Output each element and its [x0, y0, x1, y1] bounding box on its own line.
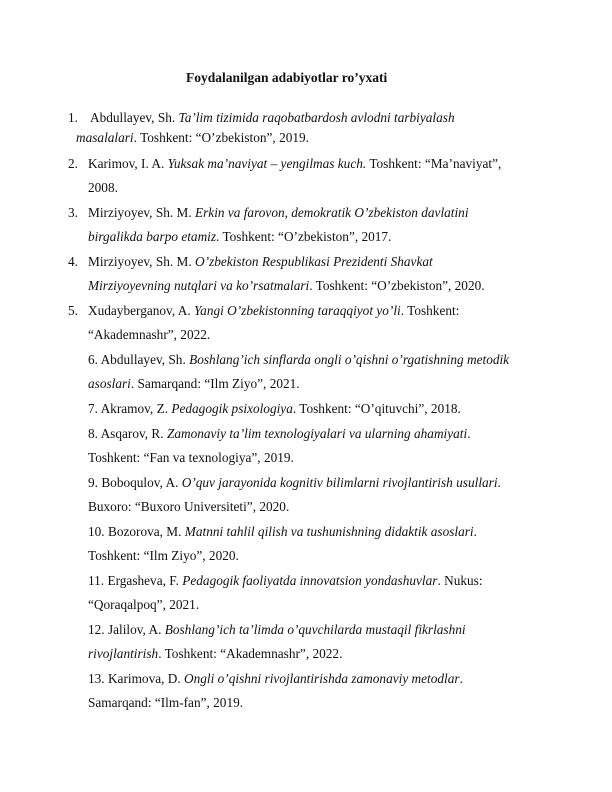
ref-9-title: O’quv jarayonida kognitiv bilimlarni rivojlantirish usullari: [181, 475, 498, 490]
ref-8-author: Asqarov, R.: [100, 426, 164, 441]
ref-5-number: 5.: [68, 303, 78, 318]
ref-9-author: Boboqulov, A.: [101, 475, 179, 490]
ref-4-number: 4.: [68, 254, 78, 269]
ref-12-number: 12.: [88, 622, 105, 637]
ref-1-author: Abdullayev, Sh.: [90, 110, 176, 125]
ref-5-line-2: [88, 327, 210, 343]
ref-1-line-1: [90, 110, 455, 126]
ref-3-publisher: Toshkent: “O’zbekiston”, 2017.: [222, 229, 392, 244]
ref-6-title-cont: asoslari: [88, 376, 131, 391]
ref-1-line-2: masalalari. Toshkent: “O’zbekiston”, 2019.: [76, 130, 310, 145]
ref-3-line-1: [88, 205, 469, 221]
ref-12-publisher: Toshkent: “Akademnashr”, 2022.: [164, 646, 343, 661]
ref-13-line-1: 13. Karimova, D. Ongli o’qishni rivojlantirishda zamonaviy metodlar.: [88, 671, 463, 686]
ref-6-line-1: [88, 352, 509, 368]
ref-2-line-2: [88, 180, 118, 196]
ref-2-title: Yuksak ma’naviyat – yengilmas kuch.: [167, 156, 367, 171]
ref-1-title: Ta’lim tizimida raqobatbardosh avlodni tarbiyalash: [178, 110, 455, 125]
ref-2-line-1: [88, 156, 501, 172]
ref-3-line-2: birgalikda barpo etamiz. Toshkent: “O’zbekiston”, 2017.: [88, 229, 392, 244]
ref-12-line-1: [88, 622, 466, 638]
ref-8-number: 8.: [88, 426, 98, 441]
ref-7-number: 7.: [88, 401, 98, 416]
ref-12-author: Jalilov, A.: [107, 622, 162, 637]
ref-7-author: Akramov, Z.: [100, 401, 169, 416]
ref-8-line-2: [88, 450, 294, 466]
ref-10-line-1: 10. Bozorova, M. Matnni tahlil qilish va tushunishning didaktik asoslari.: [88, 524, 477, 539]
ref-4-line-1: [88, 254, 433, 270]
ref-11-line-1: 11. Ergasheva, F. Pedagogik faoliyatda innovatsion yondashuvlar. Nukus:: [88, 573, 483, 588]
ref-6-line-2: asoslari. Samarqand: “Ilm Ziyo”, 2021.: [88, 376, 300, 391]
ref-13-publisher: Samarqand: “Ilm-fan”, 2019.: [88, 695, 244, 710]
ref-11-title: Pedagogik faoliyatda innovatsion yondashuvlar: [182, 573, 438, 588]
ref-7-title: Pedagogik psixologiya: [171, 401, 293, 416]
ref-1-title-cont: masalalari: [76, 130, 134, 145]
ref-2-number: 2.: [68, 156, 78, 171]
ref-10-line-2: [88, 548, 239, 564]
ref-5-publisher: Toshkent:: [407, 303, 460, 318]
page-title: Foydalanilgan adabiyotlar ro’yxati: [186, 70, 388, 85]
ref-4-title: O’zbekiston Respublikasi Prezidenti Shavkat: [195, 254, 433, 269]
ref-12-line-2: rivojlantirish. Toshkent: “Akademnashr”, 2022.: [88, 646, 343, 661]
ref-6-title: Boshlang’ich sinflarda ongli o’qishni o’rgatishning metodik: [189, 352, 510, 367]
ref-8-title: Zamonaviy ta’lim texnologiyalari va ularning ahamiyati: [166, 426, 468, 441]
ref-5-line-1: Xudayberganov, A. Yangi O’zbekistonning taraqqiyot yo’li. Toshkent:: [88, 303, 460, 318]
ref-12-title: Boshlang’ich ta’limda o’quvchilarda mustaqil fikrlashni: [164, 622, 466, 637]
ref-13-line-2: [88, 695, 243, 711]
ref-5-author: Xudayberganov, A.: [88, 303, 191, 318]
ref-11-author: Ergasheva, F.: [107, 573, 179, 588]
ref-2-author: Karimov, I. A.: [88, 156, 165, 171]
ref-4-line-2: Mirziyoyevning nutqlari va ko’rsatmalari. Toshkent: “O’zbekiston”, 2020.: [88, 278, 485, 293]
ref-11-number: 11.: [88, 573, 105, 588]
ref-5-publisher-cont: “Akademnashr”, 2022.: [88, 327, 211, 342]
ref-11-publisher-cont: “Qoraqalpoq”, 2021.: [88, 597, 200, 612]
ref-10-author: Bozorova, M.: [107, 524, 182, 539]
ref-1-number: 1.: [68, 110, 78, 125]
ref-13-title: Ongli o’qishni rivojlantirishda zamonaviy metodlar: [184, 671, 460, 686]
ref-9-line-1: 9. Boboqulov, A. O’quv jarayonida kognitiv bilimlarni rivojlantirish usullari.: [88, 475, 501, 490]
ref-7-line-1: 7. Akramov, Z. Pedagogik psixologiya. Toshkent: “O’qituvchi”, 2018.: [88, 401, 461, 416]
ref-7-publisher: Toshkent: “O’qituvchi”, 2018.: [299, 401, 461, 416]
ref-10-publisher: Toshkent: “Ilm Ziyo”, 2020.: [88, 548, 239, 563]
ref-1-publisher: Toshkent: “O’zbekiston”, 2019.: [140, 130, 310, 145]
ref-4-publisher: Toshkent: “O’zbekiston”, 2020.: [315, 278, 485, 293]
ref-3-number: 3.: [68, 205, 78, 220]
ref-2-year: 2008.: [88, 180, 118, 195]
ref-13-author: Karimova, D.: [107, 671, 181, 686]
ref-10-title: Matnni tahlil qilish va tushunishning didaktik asoslari: [184, 524, 474, 539]
ref-2-publisher: Toshkent: “Ma’naviyat”,: [369, 156, 502, 171]
ref-8-line-1: 8. Asqarov, R. Zamonaviy ta’lim texnologiyalari va ularning ahamiyati.: [88, 426, 471, 441]
ref-3-title-cont: birgalikda barpo etamiz: [88, 229, 217, 244]
ref-9-publisher: Buxoro: “Buxoro Universiteti”, 2020.: [88, 499, 290, 514]
ref-12-title-cont: rivojlantirish: [88, 646, 159, 661]
ref-11-publisher: Nukus:: [444, 573, 483, 588]
ref-9-number: 9.: [88, 475, 98, 490]
ref-3-author: Mirziyoyev, Sh. M.: [88, 205, 192, 220]
ref-11-line-2: [88, 597, 199, 613]
ref-8-publisher: Toshkent: “Fan va texnologiya”, 2019.: [88, 450, 294, 465]
ref-6-publisher: Samarqand: “Ilm Ziyo”, 2021.: [137, 376, 300, 391]
ref-4-author: Mirziyoyev, Sh. M.: [88, 254, 192, 269]
ref-9-line-2: [88, 499, 289, 515]
ref-6-author: Abdullayev, Sh.: [100, 352, 186, 367]
ref-6-number: 6.: [88, 352, 98, 367]
ref-13-number: 13.: [88, 671, 105, 686]
ref-5-title: Yangi O’zbekistonning taraqqiyot yo’li: [194, 303, 401, 318]
ref-10-number: 10.: [88, 524, 105, 539]
ref-4-title-cont: Mirziyoyevning nutqlari va ko’rsatmalari: [88, 278, 310, 293]
ref-3-title: Erkin va farovon, demokratik O’zbekiston davlatini: [195, 205, 469, 220]
